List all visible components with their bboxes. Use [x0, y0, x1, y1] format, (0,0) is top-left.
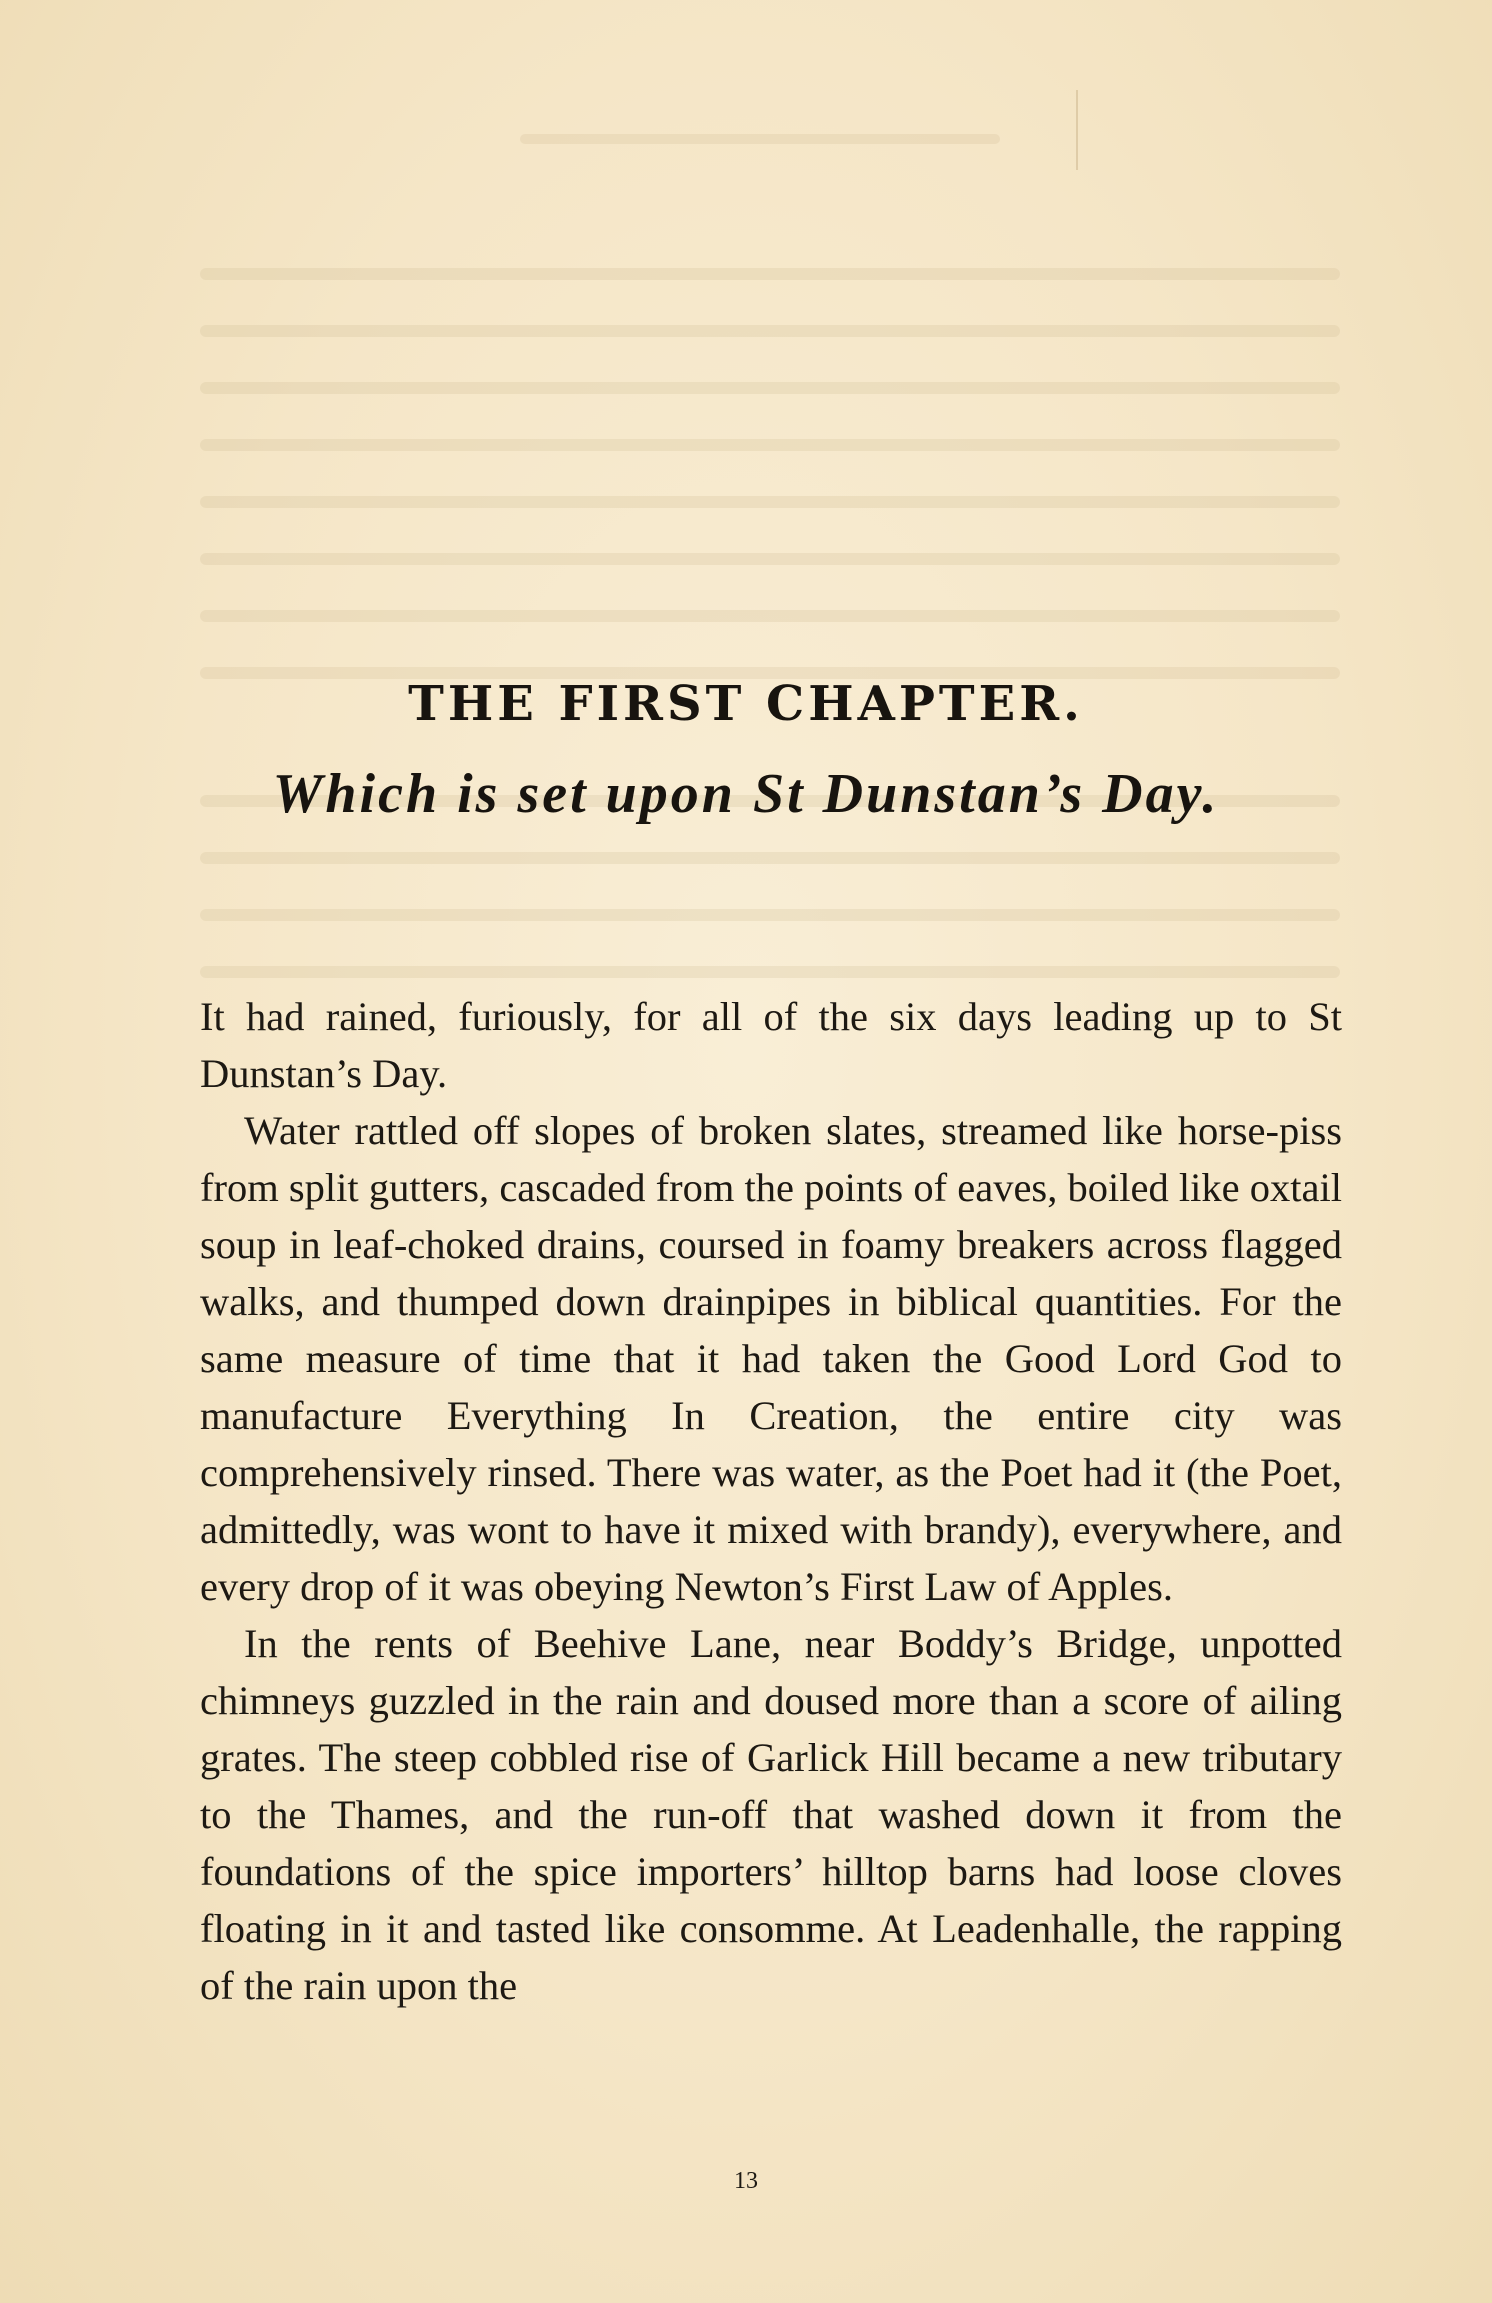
paragraph: In the rents of Beehive Lane, near Boddy’s Bridge, unpotted chimneys guzzled in the rain and doused more than a score of ailing grates. The steep cobbled rise of Garlick Hill became a new tributary to the Thames, and the run-off that washed down it from the foundations of the spice importers’ hilltop barns had loose cloves floating in it and tasted like consomme. At Leadenhalle, the rapping of the rain upon the — [200, 1621, 1342, 2008]
paragraph: It had rained, furiously, for all of the six days leading up to St Dunstan’s Day. — [200, 994, 1342, 1096]
chapter-subtitle: Which is set upon St Dunstan’s Day. — [272, 763, 1220, 825]
body-text — [200, 988, 1342, 2014]
paragraph: Water rattled off slopes of broken slates, streamed like horse-piss from split gutters, cascaded from the points of eaves, boiled like oxtail soup in leaf-choked drains, coursed in foamy breakers across flagged walks, and thumped down drainpipes in biblical quantities. For the same measure of time that it had taken the Good Lord God to manufacture Everything In Creation, the entire city was comprehensively rinsed. There was water, as the Poet had it (the Poet, admittedly, was wont to have it mixed with brandy), everywhere, and every drop of it was obeying Newton’s First Law of Apples. — [200, 1108, 1342, 1609]
chapter-title: THE FIRST CHAPTER. — [408, 676, 1084, 732]
page-number: 13 — [734, 2168, 758, 2194]
